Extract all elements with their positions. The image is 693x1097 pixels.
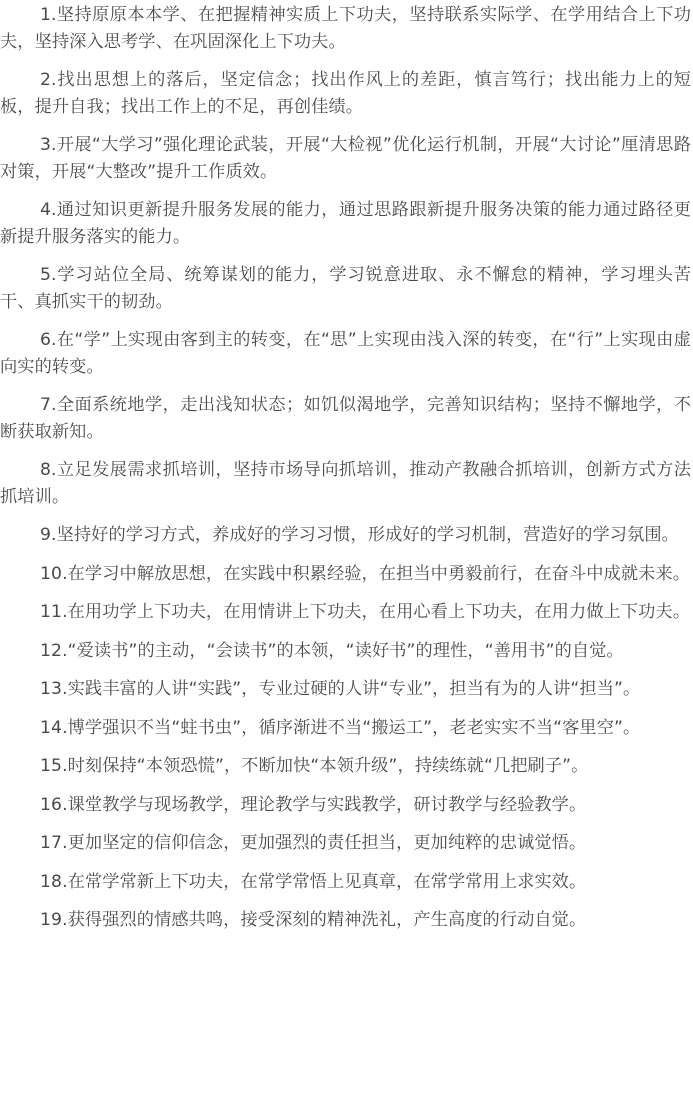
paragraph-7: 7.全面系统地学，走出浅知状态；如饥似渴地学，完善知识结构；坚持不懈地学，不断获取新知。	[0, 395, 691, 442]
paragraph-8: 8.立足发展需求抓培训，坚持市场导向抓培训，推动产教融合抓培训，创新方式方法抓培训。	[0, 460, 691, 507]
paragraph-19: 19.获得强烈的情感共鸣，接受深刻的精神洗礼，产生高度的行动自觉。	[40, 910, 587, 930]
paragraph-10: 10.在学习中解放思想，在实践中积累经验，在担当中勇毅前行，在奋斗中成就未来。	[40, 563, 690, 584]
paragraph-6: 6.在“学”上实现由客到主的转变，在“思”上实现由浅入深的转变，在“行”上实现由虚向实的转变。	[0, 330, 691, 377]
paragraph-9: 9.坚持好的学习方式，养成好的学习习惯，形成好的学习机制，营造好的学习氛围。	[40, 525, 679, 545]
paragraph-18: 18.在常学常新上下功夫，在常学常悟上见真章，在常学常用上求实效。	[40, 871, 587, 892]
paragraph-1: 1.坚持原原本本学、在把握精神实质上下功夫，坚持联系实际学、在学用结合上下功夫，坚持深入思考学、在巩固深化上下功夫。	[0, 5, 691, 52]
paragraph-5: 5.学习站位全局、统筹谋划的能力，学习锐意进取、永不懈怠的精神，学习埋头苦干、真抓实干的韧劲。	[0, 265, 691, 312]
paragraph-12: 12.“爱读书”的主动，“会读书”的本领，“读好书”的理性，“善用书”的自觉。	[40, 640, 624, 661]
paragraph-11: 11.在用功学上下功夫，在用情讲上下功夫，在用心看上下功夫，在用力做上下功夫。	[40, 602, 690, 622]
paragraph-17: 17.更加坚定的信仰信念，更加强烈的责任担当，更加纯粹的忠诚觉悟。	[40, 833, 587, 853]
paragraph-4: 4.通过知识更新提升服务发展的能力，通过思路跟新提升服务决策的能力通过路径更新提升服务落实的能力。	[0, 200, 691, 247]
paragraph-13: 13.实践丰富的人讲“实践”，专业过硬的人讲“专业”，担当有为的人讲“担当”。	[40, 679, 641, 699]
paragraph-2: 2.找出思想上的落后，坚定信念；找出作风上的差距，慎言笃行；找出能力上的短板，提升自我；找出工作上的不足，再创佳绩。	[0, 70, 691, 117]
paragraph-16: 16.课堂教学与现场教学，理论教学与实践教学，研讨教学与经验教学。	[40, 794, 587, 815]
paragraph-3: 3.开展“大学习”强化理论武装，开展“大检视”优化运行机制，开展“大讨论”厘清思路对策，开展“大整改”提升工作质效。	[0, 135, 691, 182]
paragraph-15: 15.时刻保持“本领恐慌”，不断加快“本领升级”，持续练就“几把刷子”。	[40, 756, 589, 776]
paragraph-14: 14.博学强识不当“蛀书虫”，循序渐进不当“搬运工”，老老实实不当“客里空”。	[40, 717, 641, 738]
